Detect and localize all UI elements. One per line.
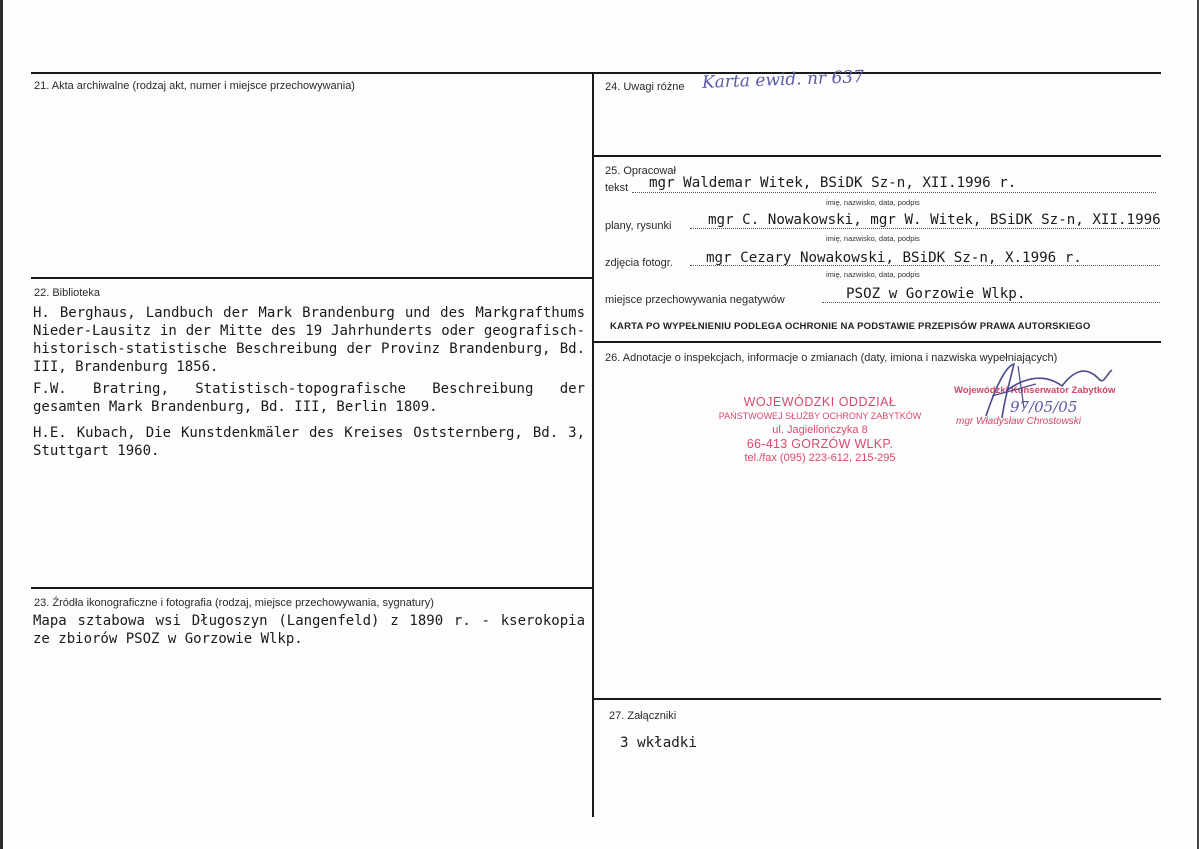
rule-26-27: [593, 698, 1161, 700]
scan-border-left: [0, 0, 3, 849]
zdjecia-label: zdjęcia fotogr.: [605, 257, 673, 269]
column-divider: [592, 72, 594, 817]
section-23-label: 23. Źródła ikonograficzne i fotografia (rodzaj, miejsce przechowywania, sygnatury): [34, 597, 434, 609]
section-24-label: 24. Uwagi różne: [605, 81, 685, 93]
section-27-label: 27. Załączniki: [609, 710, 677, 722]
attachments-text: 3 wkładki: [620, 735, 697, 751]
section-26-label: 26. Adnotacje o inspekcjach, informacje o zmianach (daty, imiona i nazwiska wypełniających): [605, 352, 1058, 364]
plany-label: plany, rysunki: [605, 220, 672, 232]
section-25-label: 25. Opracował: [605, 165, 676, 177]
stamp-line-3: ul. Jagiellończyka 8: [772, 424, 868, 436]
tekst-value: mgr Waldemar Witek, BSiDK Sz-n, XII.1996 r.: [649, 175, 1017, 191]
conservator-title-stamp: Wojewódzki Konserwator Zabytków: [954, 385, 1116, 396]
plany-value: mgr C. Nowakowski, mgr W. Witek, BSiDK Sz-n, XII.1996: [708, 212, 1161, 228]
bibliography-entry-2: F.W. Bratring, Statistisch-topografische Beschreibung der gesamten Mark Brandenburg, Bd. III, Berlin 1809.: [33, 381, 585, 415]
zdjecia-value: mgr Cezary Nowakowski, BSiDK Sz-n, X.1996 r.: [706, 250, 1082, 266]
caption-1: imię, nazwisko, data, podpis: [826, 198, 920, 207]
section-22-label: 22. Biblioteka: [34, 287, 101, 299]
section-21-label: 21. Akta archiwalne (rodzaj akt, numer i miejsce przechowywania): [34, 80, 355, 92]
copyright-notice: KARTA PO WYPEŁNIENIU PODLEGA OCHRONIE NA PODSTAWIE PRZEPISÓW PRAWA AUTORSKIEGO: [610, 321, 1091, 332]
signature-date: 97/05/05: [1010, 398, 1078, 416]
tekst-line: [632, 192, 1156, 193]
bibliography-entry-3: H.E. Kubach, Die Kunstdenkmäler des Kreises Oststernberg, Bd. 3, Stuttgart 1960.: [33, 425, 585, 459]
iconography-text: Mapa sztabowa wsi Długoszyn (Langenfeld) z 1890 r. - kserokopia ze zbiorów PSOZ w Gorzowie Wlkp.: [33, 613, 585, 647]
rule-24-25: [593, 155, 1161, 157]
top-rule: [31, 72, 1161, 74]
conservator-name-stamp: mgr Władysław Chrostowski: [956, 416, 1082, 427]
rule-22-23: [31, 587, 593, 589]
stamp-line-2: PAŃSTWOWEJ SŁUŻBY OCHRONY ZABYTKÓW: [718, 411, 922, 421]
stamp-line-1: WOJEWÓDZKI ODDZIAŁ: [743, 395, 897, 409]
card-number-handwritten: Karta ewid. nr 637: [701, 67, 865, 93]
caption-2: imię, nazwisko, data, podpis: [826, 234, 920, 243]
bibliography-entry-1: H. Berghaus, Landbuch der Mark Brandenburg und des Markgrafthums Nieder-Lausitz in der Mitte des 19 Jahrhunderts oder geografisch-historisch-statistische Beschreibung der Provinz Brandenburg, Bd. III, Brandenburg 1856.: [33, 305, 585, 375]
stamp-line-5: tel./fax (095) 223-612, 215-295: [744, 452, 896, 464]
negatywy-value: PSOZ w Gorzowie Wlkp.: [846, 286, 1026, 302]
tekst-label: tekst: [605, 182, 629, 194]
negatywy-label: miejsce przechowywania negatywów: [605, 294, 785, 306]
stamp-line-4: 66-413 GORZÓW WLKP.: [746, 437, 894, 451]
caption-3: imię, nazwisko, data, podpis: [826, 270, 920, 279]
rule-25-26: [593, 341, 1161, 343]
office-stamp: [718, 395, 922, 465]
rule-21-22: [31, 277, 593, 279]
